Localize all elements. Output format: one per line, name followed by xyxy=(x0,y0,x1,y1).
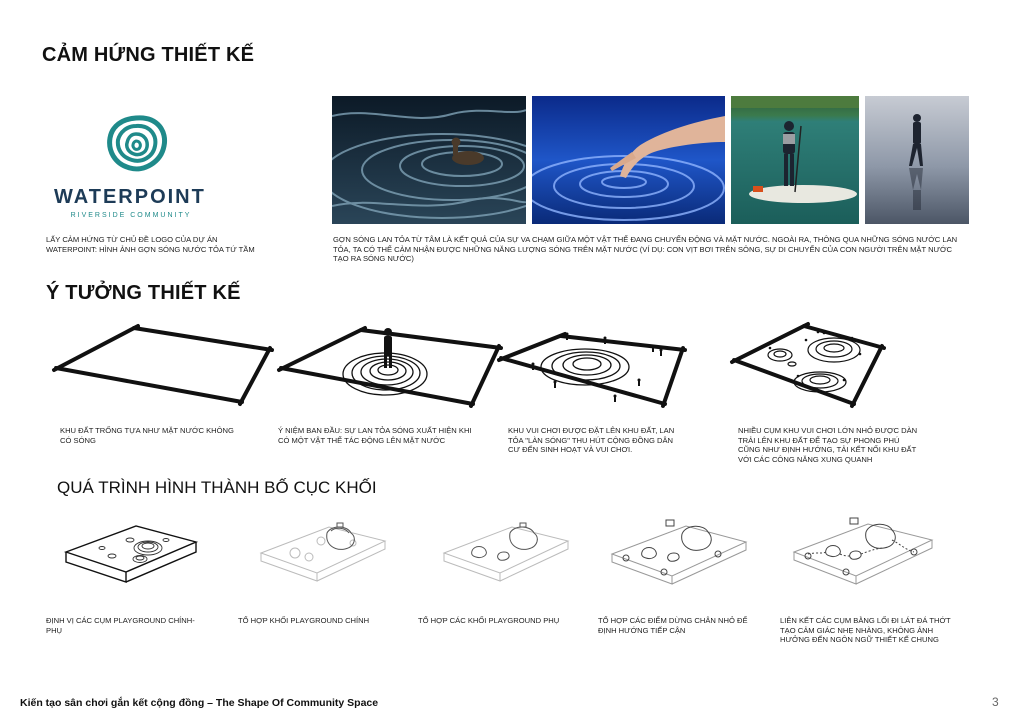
concept-caption-3: KHU VUI CHƠI ĐƯỢC ĐẶT LÊN KHU ĐẤT, LAN TỎA "LÀN SÓNG" THU HÚT CỘNG ĐỒNG DÂN CƯ ĐẾN SINH HOẠT VÀ VUI CHƠI. xyxy=(508,426,675,455)
concept-caption-2: Ý NIỆM BAN ĐẦU: SỰ LAN TỎA SÓNG XUẤT HIỆN KHI CÓ MỘT VẬT THỂ TÁC ĐỘNG LÊN MẶT NƯỚC xyxy=(278,426,472,445)
massing-caption-2: TỔ HỢP KHỐI PLAYGROUND CHÍNH xyxy=(238,616,370,625)
massing-diagram-5 xyxy=(788,510,938,596)
waterpoint-logo xyxy=(50,110,230,225)
concept-sketch-empty-site xyxy=(50,318,275,408)
section-title-inspiration: CẢM HỨNG THIẾT KẾ xyxy=(42,44,255,66)
logo-wordmark: WATERPOINT xyxy=(54,186,206,208)
paddleboard-photo xyxy=(731,96,859,224)
massing-caption-1: ĐỊNH VỊ CÁC CỤM PLAYGROUND CHÍNH-PHỤ xyxy=(46,616,195,635)
footer-title: Kiến tạo sân chơi gắn kết cộng đồng – The Shape Of Community Space xyxy=(20,697,379,709)
logo-caption: LẤY CẢM HỨNG TỪ CHỦ ĐỀ LOGO CỦA DỰ ÁN WATERPOINT: HÌNH ẢNH GỢN SÓNG NƯỚC TỎA TỨ TẦM xyxy=(46,235,255,254)
page-number: 3 xyxy=(992,695,999,709)
massing-diagram-2 xyxy=(255,515,390,593)
section-title-massing: QUÁ TRÌNH HÌNH THÀNH BỐ CỤC KHỐI xyxy=(57,478,377,497)
concept-sketch-playground xyxy=(495,320,690,410)
massing-diagram-3 xyxy=(438,515,573,593)
massing-diagram-4 xyxy=(606,512,751,596)
massing-caption-5: LIÊN KẾT CÁC CỤM BẰNG LỐI ĐI LÁT ĐÁ THỚT TẠO CẢM GIÁC NHẸ NHÀNG, KHÔNG ẢNH HƯỞNG ĐẾN NGÔN NGỮ THIẾT KẾ CHUNG xyxy=(780,616,951,645)
concept-sketch-initial-ripple xyxy=(275,318,505,408)
duck-on-water-photo xyxy=(332,96,526,224)
photo-caption: GỢN SÓNG LAN TỎA TỪ TÂM LÀ KẾT QUẢ CỦA SỰ VA CHẠM GIỮA MỘT VẬT THỂ ĐANG CHUYỂN ĐỘNG VÀ MẶT NƯỚC. NGOÀI RA, THÔNG QUA NHỮNG SÓNG NƯỚC LAN TỎA, TA CÓ THỂ CẢM NHẬN ĐƯỢC NHỮNG NĂNG LƯỢNG SÓNG TRÊN MẶT NƯỚC (VÍ DỤ: CON VỊT BƠI TRÊN SÔNG, SỰ DI CHUYỂN CỦA CON NGƯỜI TRÊN MẶT NƯỚC TẠO RA SÓNG NƯỚC) xyxy=(333,235,958,264)
massing-diagram-1 xyxy=(62,518,202,592)
person-on-water-photo xyxy=(865,96,969,224)
massing-caption-4: TỔ HỢP CÁC ĐIỂM DỪNG CHÂN NHỎ ĐỂ ĐỊNH HƯỚNG TIẾP CẬN xyxy=(598,616,748,635)
section-title-concept: Ý TƯỞNG THIẾT KẾ xyxy=(46,282,241,304)
massing-caption-3: TỔ HỢP CÁC KHỐI PLAYGROUND PHỤ xyxy=(418,616,560,625)
hand-touching-water-photo xyxy=(532,96,725,224)
concept-caption-1: KHU ĐẤT TRỐNG TỰA NHƯ MẶT NƯỚC KHÔNG CÓ SÓNG xyxy=(60,426,234,445)
logo-subtitle: RIVERSIDE COMMUNITY xyxy=(70,212,192,219)
concept-caption-4: NHIỀU CỤM KHU VUI CHƠI LỚN NHỎ ĐƯỢC DÀN TRẢI LÊN KHU ĐẤT ĐỂ TẠO SỰ PHONG PHÚ CŨNG NHƯ ĐỊNH HƯỚNG, TẢI KẾT NỐI KHU ĐẤT VỚI CÁC CÔNG NĂNG XUNG QUANH xyxy=(738,426,918,464)
ripple-logo-icon xyxy=(50,110,230,180)
concept-sketch-multiple-clusters xyxy=(728,318,888,410)
